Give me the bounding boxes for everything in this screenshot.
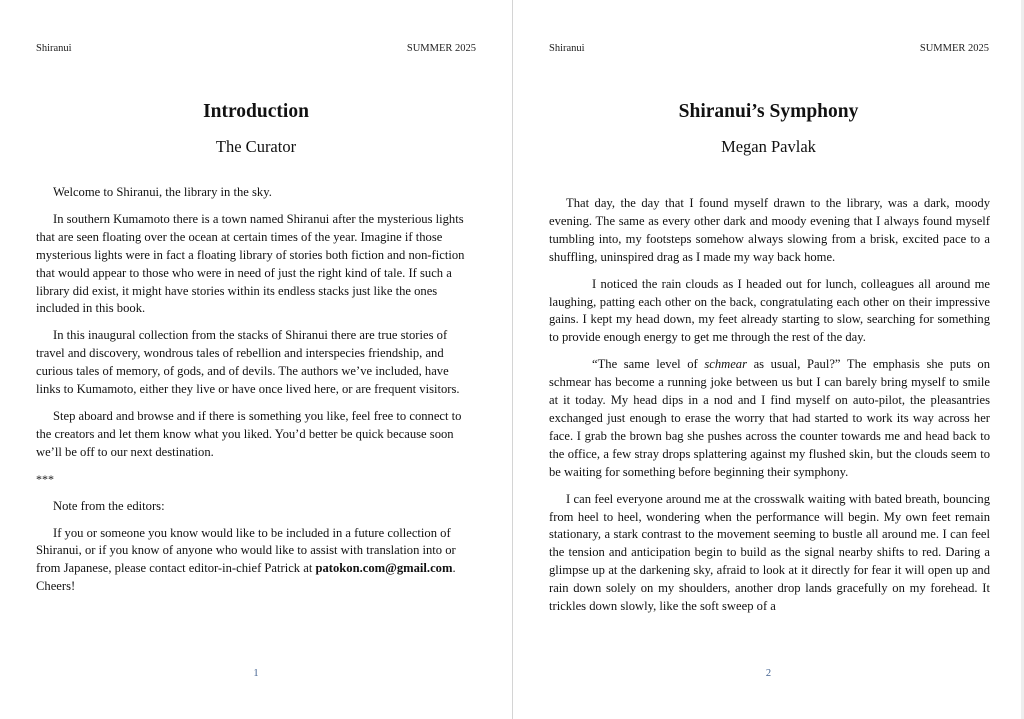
running-header-left: Shiranui (549, 43, 585, 54)
paragraph: In this inaugural collection from the stacks of Shiranui there are true stories of travel and discovery, wondrous tales of rebellion and interspecies friendship, and curious tales of memory, of gods, and of devils. The authors we’ve included, have links to Kumamoto, either they live or have once lived here, or are frequent visitors. (36, 328, 460, 397)
story-title: Shiranui’s Symphony (678, 101, 859, 122)
editors-note (36, 525, 476, 597)
paragraph: Step aboard and browse and if there is something you like, feel free to connect to the creators and let them know what you liked. You’d better be quick because soon we’ll be off to our next destination. (36, 408, 462, 459)
note-heading: Note from the editors: (53, 498, 165, 513)
running-header-right: SUMMER 2025 (919, 43, 989, 54)
dialogue-paragraph (549, 356, 990, 481)
paragraph: I noticed the rain clouds as I headed out for lunch, colleagues all around me laughing, patting each other on the back, congratulating each other on their impressive gains. I kept my head down, my feet already starting to slow, searching for something to provide enough energy to get me through the rest of the day. (549, 276, 990, 345)
quote-italic: schmear (704, 357, 747, 372)
page-number: 1 (253, 668, 259, 679)
note-closing: . Cheers! (36, 561, 456, 594)
page-title: Introduction (203, 101, 309, 122)
running-header-right: SUMMER 2025 (406, 43, 476, 54)
quote-open: “The same level of (592, 357, 705, 372)
author-name: The Curator (215, 137, 297, 156)
paragraph: I can feel everyone around me at the crosswalk waiting with bated breath, bouncing from heel to heel, wondering when the performance will begin. My own feet remain stationary, a stark contrast to the movement seeming to bustle all around me. I can feel the tension and anticipation begin to build as the signal nearby shifts to red. Daring a glimpse up at the darkening sky, afraid to look at it directly for fear it will open up and rain down solely on my shoulders, another drop lands gracefully on my forehead. It trickles down slowly, like the soft sweep of a (549, 491, 990, 614)
note-text: If you or someone you know would like to be included in a future collection of Shiranui, or if you know of anyone who would like to assist with translation into or from Japanese, please contact editor-in-chief Patrick at (36, 525, 456, 576)
body-text (36, 184, 476, 605)
contact-email[interactable]: patokon.com@gmail.com (315, 561, 453, 576)
paragraph: Welcome to Shiranui, the library in the sky. (53, 185, 272, 199)
running-header-left: Shiranui (36, 43, 72, 54)
page-number: 2 (765, 668, 772, 679)
section-separator: *** (36, 471, 54, 486)
story-text (549, 195, 990, 625)
author-name: Megan Pavlak (721, 137, 816, 156)
right-page (512, 0, 1024, 719)
quote-rest: as usual, Paul?” The emphasis she puts on schmear has become a running joke between us but I can barely bring myself to smile at it today. My head dips in a nod and I find myself on auto-pilot, the pleasantries exchanged just enough to erase the worry that had started to work its way across her face. I grab the brown bag she pushes across the counter towards me and head back to the office, a few stray drops splattering against my flushed skin, but the clouds seem to be waiting for something before beginning their symphony. (549, 357, 991, 479)
paragraph: That day, the day that I found myself drawn to the library, was a dark, moody evening. The same as every other dark and moody evening that I always found myself tumbling into, my footsteps somehow always slowing from a brisk, excited pace to a shuffling, uninspired drag as I made my way back home. (549, 196, 990, 264)
paragraph: In southern Kumamoto there is a town named Shiranui after the mysterious lights that are seen floating over the ocean at certain times of the year. Imagine if those mysterious lights were in fact a floating library of stories both fiction and non-fiction that would appear to those who were in need of just the right kind of tale. If such a library did exist, it might have stories within its endless stacks just like the ones included in this book. (36, 211, 465, 316)
